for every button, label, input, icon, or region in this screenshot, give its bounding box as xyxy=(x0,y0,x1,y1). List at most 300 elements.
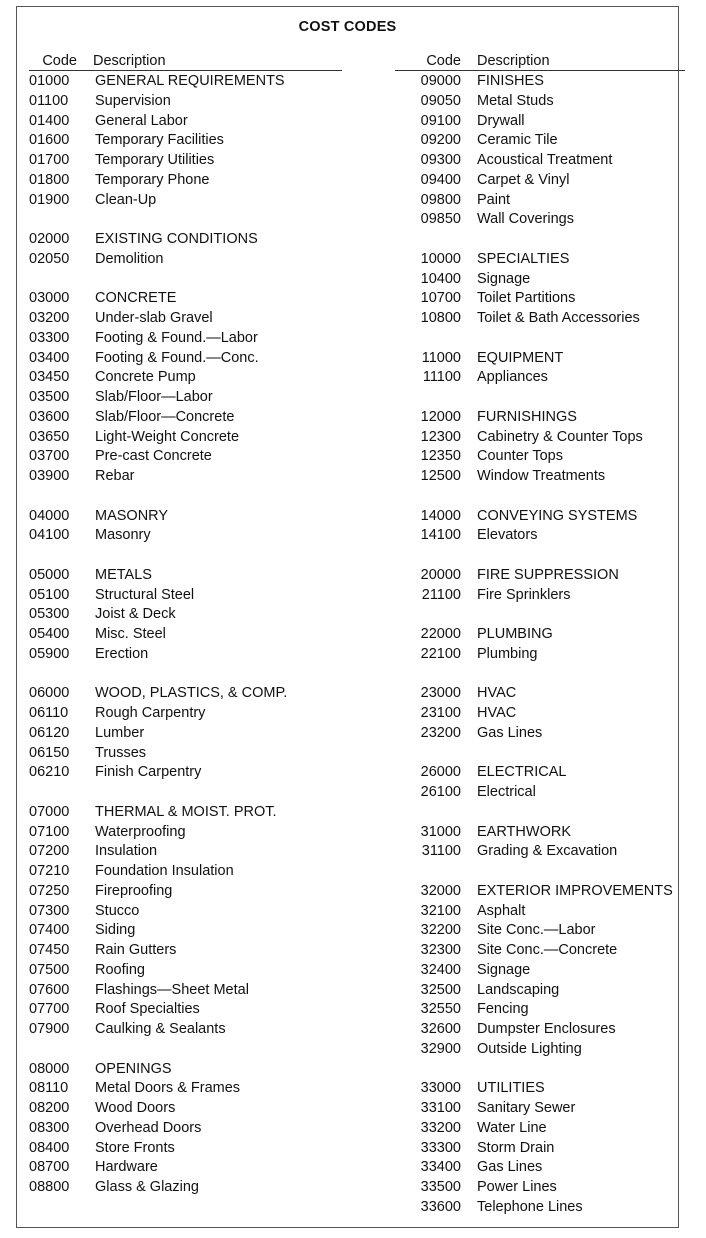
cost-description: Ceramic Tile xyxy=(477,132,558,149)
code-row xyxy=(395,428,685,448)
code-row xyxy=(29,862,342,882)
code-row xyxy=(395,882,685,902)
cost-code: 02000 xyxy=(29,231,70,247)
code-row xyxy=(29,645,342,665)
cost-code: 14100 xyxy=(420,527,461,544)
cost-description: Signage xyxy=(477,961,531,978)
code-row xyxy=(395,625,685,645)
cost-description: Pre-cast Concrete xyxy=(95,448,212,465)
code-row xyxy=(395,526,685,546)
code-row xyxy=(29,112,342,132)
right-column-header xyxy=(395,53,685,71)
cost-code: 31000 xyxy=(420,823,461,840)
cost-code: 33300 xyxy=(420,1139,461,1156)
code-row xyxy=(29,349,342,369)
cost-code: 10700 xyxy=(420,290,461,307)
code-row xyxy=(29,724,342,744)
code-row xyxy=(29,981,342,1001)
cost-code: 01600 xyxy=(29,132,70,149)
left-column-header xyxy=(29,53,342,71)
cost-description: Fireproofing xyxy=(95,882,173,899)
cost-code: 21100 xyxy=(421,586,461,603)
cost-code: 03300 xyxy=(29,329,70,346)
cost-description: Finish Carpentry xyxy=(95,764,202,781)
cost-code: 05000 xyxy=(29,566,70,583)
cost-description: PLUMBING xyxy=(477,626,553,642)
code-row xyxy=(29,250,342,270)
code-row xyxy=(29,408,342,428)
cost-code: 33100 xyxy=(420,1100,461,1116)
cost-description: Telephone Lines xyxy=(477,1198,583,1215)
code-row xyxy=(29,823,342,843)
cost-code: 10000 xyxy=(420,250,461,267)
code-row xyxy=(29,803,342,823)
cost-code: 11000 xyxy=(421,349,461,366)
cost-code: 12500 xyxy=(420,468,461,484)
code-row xyxy=(395,842,685,862)
cost-description: Water Line xyxy=(477,1119,547,1136)
code-row xyxy=(29,309,342,329)
code-row xyxy=(395,191,685,211)
code-row xyxy=(395,507,685,527)
cost-codes-frame xyxy=(16,6,679,1228)
cost-description: Cabinetry & Counter Tops xyxy=(477,428,643,445)
cost-code: 03900 xyxy=(29,468,70,484)
cost-code: 03650 xyxy=(29,428,70,445)
code-row xyxy=(395,1139,685,1159)
code-row xyxy=(29,882,342,902)
cost-code: 11100 xyxy=(422,369,461,386)
cost-description: Sanitary Sewer xyxy=(477,1100,576,1116)
cost-code: 09000 xyxy=(420,73,461,89)
cost-code: 22000 xyxy=(420,626,461,642)
cost-description: Signage xyxy=(477,270,531,287)
cost-description: Roof Specialties xyxy=(95,1001,200,1018)
cost-description: Siding xyxy=(95,922,136,939)
cost-description: HVAC xyxy=(477,705,517,721)
cost-description: Carpet & Vinyl xyxy=(477,171,570,188)
cost-description: Grading & Excavation xyxy=(477,843,618,860)
cost-code: 07300 xyxy=(29,902,70,919)
code-row xyxy=(395,131,685,151)
page-title: COST CODES xyxy=(298,19,397,35)
cost-description: Rough Carpentry xyxy=(95,705,206,721)
cost-code: 20000 xyxy=(420,566,461,583)
cost-code: 08400 xyxy=(29,1139,70,1156)
cost-description: Outside Lighting xyxy=(477,1040,582,1057)
cost-description: EQUIPMENT xyxy=(477,349,564,366)
cost-description: Trusses xyxy=(95,744,147,761)
code-row xyxy=(395,921,685,941)
code-row xyxy=(395,1198,685,1218)
code-row xyxy=(29,368,342,388)
cost-description: UTILITIES xyxy=(477,1080,545,1097)
cost-description: Landscaping xyxy=(477,981,560,998)
cost-description: Paint xyxy=(477,191,511,208)
code-row xyxy=(395,645,685,665)
cost-code: 07500 xyxy=(29,961,70,978)
cost-code: 01800 xyxy=(29,171,70,188)
cost-description: Temporary Phone xyxy=(95,171,210,188)
cost-description: Insulation xyxy=(95,843,158,860)
cost-description: Fencing xyxy=(477,1001,529,1018)
code-row xyxy=(395,408,685,428)
code-row xyxy=(29,329,342,349)
code-row xyxy=(29,467,342,487)
code-row xyxy=(395,92,685,112)
cost-code: 32900 xyxy=(420,1040,461,1057)
cost-description: Hardware xyxy=(95,1159,158,1176)
code-row xyxy=(395,1178,685,1198)
cost-code: 01100 xyxy=(29,92,69,109)
cost-description: Foundation Insulation xyxy=(95,863,234,879)
cost-code: 31100 xyxy=(421,843,461,860)
cost-code: 05100 xyxy=(29,586,70,603)
cost-description: ELECTRICAL xyxy=(477,764,567,781)
code-row xyxy=(395,151,685,171)
code-row xyxy=(29,1178,342,1198)
cost-code: 08300 xyxy=(29,1119,70,1136)
cost-description: GENERAL REQUIREMENTS xyxy=(95,73,285,89)
cost-code: 03400 xyxy=(29,349,70,366)
cost-code: 12000 xyxy=(420,408,461,425)
code-row xyxy=(29,526,342,546)
cost-code: 07250 xyxy=(29,882,70,899)
description-header: Description xyxy=(93,53,166,69)
code-row xyxy=(29,72,342,92)
code-header: Code xyxy=(42,53,77,69)
cost-code: 32400 xyxy=(420,961,461,978)
cost-description: Site Conc.—Concrete xyxy=(477,942,618,958)
code-row xyxy=(395,368,685,388)
cost-code: 03500 xyxy=(29,389,70,405)
cost-code: 23000 xyxy=(420,685,461,702)
code-row xyxy=(29,92,342,112)
code-row xyxy=(395,684,685,704)
cost-code: 07100 xyxy=(29,823,70,840)
code-row xyxy=(29,230,342,250)
code-row xyxy=(395,309,685,329)
cost-description: MASONRY xyxy=(95,507,169,524)
cost-description: Masonry xyxy=(95,527,151,544)
code-row xyxy=(29,1139,342,1159)
code-row xyxy=(395,1158,685,1178)
cost-code: 01900 xyxy=(29,191,70,208)
cost-description: Toilet Partitions xyxy=(477,290,576,307)
cost-code: 05900 xyxy=(29,645,70,662)
cost-code: 06110 xyxy=(29,705,69,721)
code-row xyxy=(29,1000,342,1020)
cost-description: Slab/Floor—Labor xyxy=(95,389,213,405)
cost-code: 03600 xyxy=(29,408,70,425)
cost-code: 07600 xyxy=(29,981,70,998)
code-row xyxy=(29,921,342,941)
cost-description: Stucco xyxy=(95,902,140,919)
code-row xyxy=(395,1119,685,1139)
cost-description: Overhead Doors xyxy=(95,1119,202,1136)
code-row xyxy=(29,171,342,191)
cost-code: 09050 xyxy=(420,92,461,109)
cost-code: 06210 xyxy=(29,764,70,781)
cost-code: 02050 xyxy=(29,250,70,267)
code-row xyxy=(395,289,685,309)
cost-code: 12350 xyxy=(420,448,461,465)
code-row xyxy=(29,605,342,625)
cost-description: Joist & Deck xyxy=(95,606,176,623)
cost-code: 32600 xyxy=(420,1021,461,1037)
right-code-list xyxy=(395,72,685,1218)
cost-code: 03450 xyxy=(29,369,70,386)
cost-code: 09800 xyxy=(420,191,461,208)
cost-description: Temporary Utilities xyxy=(95,152,215,168)
code-row xyxy=(395,210,685,230)
code-row xyxy=(29,151,342,171)
code-row xyxy=(29,428,342,448)
code-row xyxy=(29,586,342,606)
cost-code: 01400 xyxy=(29,112,70,129)
cost-description: FURNISHINGS xyxy=(477,408,577,425)
code-row xyxy=(29,1119,342,1139)
cost-code: 04100 xyxy=(29,527,70,544)
cost-description: Drywall xyxy=(477,112,525,129)
code-row xyxy=(29,1020,342,1040)
code-row xyxy=(395,763,685,783)
code-row xyxy=(395,566,685,586)
code-row xyxy=(29,941,342,961)
cost-description: Rebar xyxy=(95,468,135,484)
code-row xyxy=(395,704,685,724)
cost-description: Flashings—Sheet Metal xyxy=(95,981,249,998)
cost-description: Dumpster Enclosures xyxy=(477,1021,616,1037)
code-row xyxy=(29,1158,342,1178)
cost-code: 09400 xyxy=(420,171,461,188)
cost-description: OPENINGS xyxy=(95,1060,172,1077)
cost-description: Toilet & Bath Accessories xyxy=(477,310,640,326)
cost-description: Fire Sprinklers xyxy=(477,586,571,603)
cost-code: 03700 xyxy=(29,448,70,465)
cost-code: 23200 xyxy=(420,724,461,741)
right-column xyxy=(395,53,685,1218)
cost-description: FIRE SUPPRESSION xyxy=(477,566,619,583)
code-row xyxy=(29,704,342,724)
cost-description: Glass & Glazing xyxy=(95,1179,199,1195)
cost-code: 09100 xyxy=(420,112,461,129)
code-row xyxy=(29,191,342,211)
cost-code: 26100 xyxy=(420,784,461,800)
cost-description: METALS xyxy=(95,566,152,583)
cost-description: Lumber xyxy=(95,724,145,741)
code-row xyxy=(29,1060,342,1080)
cost-description: EXISTING CONDITIONS xyxy=(95,231,258,247)
code-row xyxy=(29,961,342,981)
code-row xyxy=(29,388,342,408)
cost-description: THERMAL & MOIST. PROT. xyxy=(95,803,277,820)
cost-description: Plumbing xyxy=(477,645,538,662)
cost-description: Slab/Floor—Concrete xyxy=(95,408,235,425)
code-row xyxy=(395,783,685,803)
cost-code: 03200 xyxy=(29,310,70,326)
cost-description: Misc. Steel xyxy=(95,626,166,642)
code-row xyxy=(29,744,342,764)
cost-code: 06120 xyxy=(29,724,70,741)
cost-code: 01000 xyxy=(29,73,70,89)
cost-code: 09850 xyxy=(420,211,461,228)
left-column xyxy=(29,53,342,1198)
cost-code: 26000 xyxy=(420,764,461,781)
code-row xyxy=(29,625,342,645)
cost-code: 04000 xyxy=(29,507,70,524)
cost-description: Structural Steel xyxy=(95,586,195,603)
cost-code: 14000 xyxy=(420,507,461,524)
cost-description: Footing & Found.—Labor xyxy=(95,329,258,346)
cost-description: Footing & Found.—Conc. xyxy=(95,349,259,366)
cost-description: Counter Tops xyxy=(477,448,563,465)
cost-code: 01700 xyxy=(29,152,70,168)
code-row xyxy=(395,961,685,981)
cost-description: Clean-Up xyxy=(95,191,157,208)
cost-code: 33400 xyxy=(420,1159,461,1176)
cost-description: Waterproofing xyxy=(95,823,186,840)
cost-description: Store Fronts xyxy=(95,1139,175,1156)
cost-code: 32100 xyxy=(420,902,461,919)
left-code-list xyxy=(29,72,342,1198)
cost-code: 03000 xyxy=(29,290,70,307)
code-row xyxy=(395,823,685,843)
cost-description: Caulking & Sealants xyxy=(95,1021,226,1037)
cost-description: Wall Coverings xyxy=(477,211,574,228)
cost-code: 32000 xyxy=(420,882,461,899)
code-row xyxy=(29,902,342,922)
cost-description: Roofing xyxy=(95,961,145,978)
cost-code: 08110 xyxy=(29,1080,69,1097)
cost-code: 10800 xyxy=(420,310,461,326)
code-row xyxy=(395,447,685,467)
cost-code: 09200 xyxy=(420,132,461,149)
cost-description: Electrical xyxy=(477,784,536,800)
cost-description: FINISHES xyxy=(477,73,544,89)
code-row xyxy=(29,447,342,467)
cost-description: Storm Drain xyxy=(477,1139,555,1156)
code-row xyxy=(395,270,685,290)
cost-description: Window Treatments xyxy=(477,468,606,484)
cost-description: EARTHWORK xyxy=(477,823,571,840)
cost-code: 32550 xyxy=(420,1001,461,1018)
code-row xyxy=(395,250,685,270)
cost-description: Gas Lines xyxy=(477,1159,543,1176)
cost-description: SPECIALTIES xyxy=(477,250,570,267)
cost-code: 12300 xyxy=(420,428,461,445)
code-row xyxy=(395,941,685,961)
cost-description: Erection xyxy=(95,645,149,662)
code-row xyxy=(395,1000,685,1020)
cost-description: EXTERIOR IMPROVEMENTS xyxy=(477,882,673,899)
cost-code: 32500 xyxy=(420,981,461,998)
cost-code: 07900 xyxy=(29,1021,70,1037)
code-row xyxy=(29,1099,342,1119)
cost-code: 32200 xyxy=(420,922,461,939)
cost-code: 08200 xyxy=(29,1100,70,1116)
code-row xyxy=(395,902,685,922)
code-row xyxy=(29,1079,342,1099)
cost-description: Gas Lines xyxy=(477,724,543,741)
code-row xyxy=(29,289,342,309)
cost-code: 22100 xyxy=(420,645,461,662)
cost-description: Power Lines xyxy=(477,1179,557,1195)
cost-description: Supervision xyxy=(95,92,171,109)
cost-description: CONVEYING SYSTEMS xyxy=(477,507,638,524)
cost-code: 23100 xyxy=(420,705,461,721)
code-row xyxy=(395,1079,685,1099)
cost-code: 09300 xyxy=(420,152,461,168)
cost-code: 33000 xyxy=(420,1080,461,1097)
cost-description: CONCRETE xyxy=(95,290,177,307)
cost-code: 33500 xyxy=(420,1179,461,1195)
cost-description: Metal Studs xyxy=(477,92,554,109)
cost-code: 33200 xyxy=(420,1119,461,1136)
cost-description: Light-Weight Concrete xyxy=(95,428,240,445)
cost-description: Under-slab Gravel xyxy=(95,310,213,326)
cost-code: 05300 xyxy=(29,606,70,623)
code-row xyxy=(395,1020,685,1040)
cost-code: 07700 xyxy=(29,1001,70,1018)
cost-code: 33600 xyxy=(420,1198,461,1215)
code-row xyxy=(29,507,342,527)
cost-code: 07000 xyxy=(29,803,70,820)
cost-code: 08700 xyxy=(29,1159,70,1176)
cost-code: 07200 xyxy=(29,843,70,860)
code-row xyxy=(395,586,685,606)
code-row xyxy=(395,467,685,487)
cost-description: Temporary Facilities xyxy=(95,132,224,149)
cost-description: Wood Doors xyxy=(95,1100,176,1116)
code-row xyxy=(29,566,342,586)
code-row xyxy=(395,981,685,1001)
code-row xyxy=(395,349,685,369)
code-row xyxy=(29,763,342,783)
cost-description: Metal Doors & Frames xyxy=(95,1080,241,1097)
cost-description: HVAC xyxy=(477,685,517,702)
code-header: Code xyxy=(426,53,461,69)
cost-code: 06000 xyxy=(29,685,70,702)
cost-description: Rain Gutters xyxy=(95,942,177,958)
code-row xyxy=(395,1099,685,1119)
code-row xyxy=(29,131,342,151)
cost-code: 07400 xyxy=(29,922,70,939)
cost-code: 05400 xyxy=(29,626,70,642)
code-row xyxy=(29,684,342,704)
code-row xyxy=(395,724,685,744)
cost-code: 08800 xyxy=(29,1179,70,1195)
cost-code: 06150 xyxy=(29,744,70,761)
cost-description: WOOD, PLASTICS, & COMP. xyxy=(95,685,288,702)
cost-description: General Labor xyxy=(95,112,188,129)
cost-code: 07450 xyxy=(29,942,70,958)
code-row xyxy=(29,842,342,862)
cost-description: Elevators xyxy=(477,527,538,544)
cost-code: 10400 xyxy=(420,270,461,287)
cost-code: 08000 xyxy=(29,1060,70,1077)
cost-description: Asphalt xyxy=(477,902,526,919)
cost-code: 07210 xyxy=(29,863,70,879)
code-row xyxy=(395,72,685,92)
cost-code: 32300 xyxy=(420,942,461,958)
cost-description: Concrete Pump xyxy=(95,369,196,386)
cost-description: Acoustical Treatment xyxy=(477,152,613,168)
cost-description: Site Conc.—Labor xyxy=(477,922,596,939)
description-header: Description xyxy=(477,53,550,69)
code-row xyxy=(395,171,685,191)
cost-description: Appliances xyxy=(477,369,548,386)
